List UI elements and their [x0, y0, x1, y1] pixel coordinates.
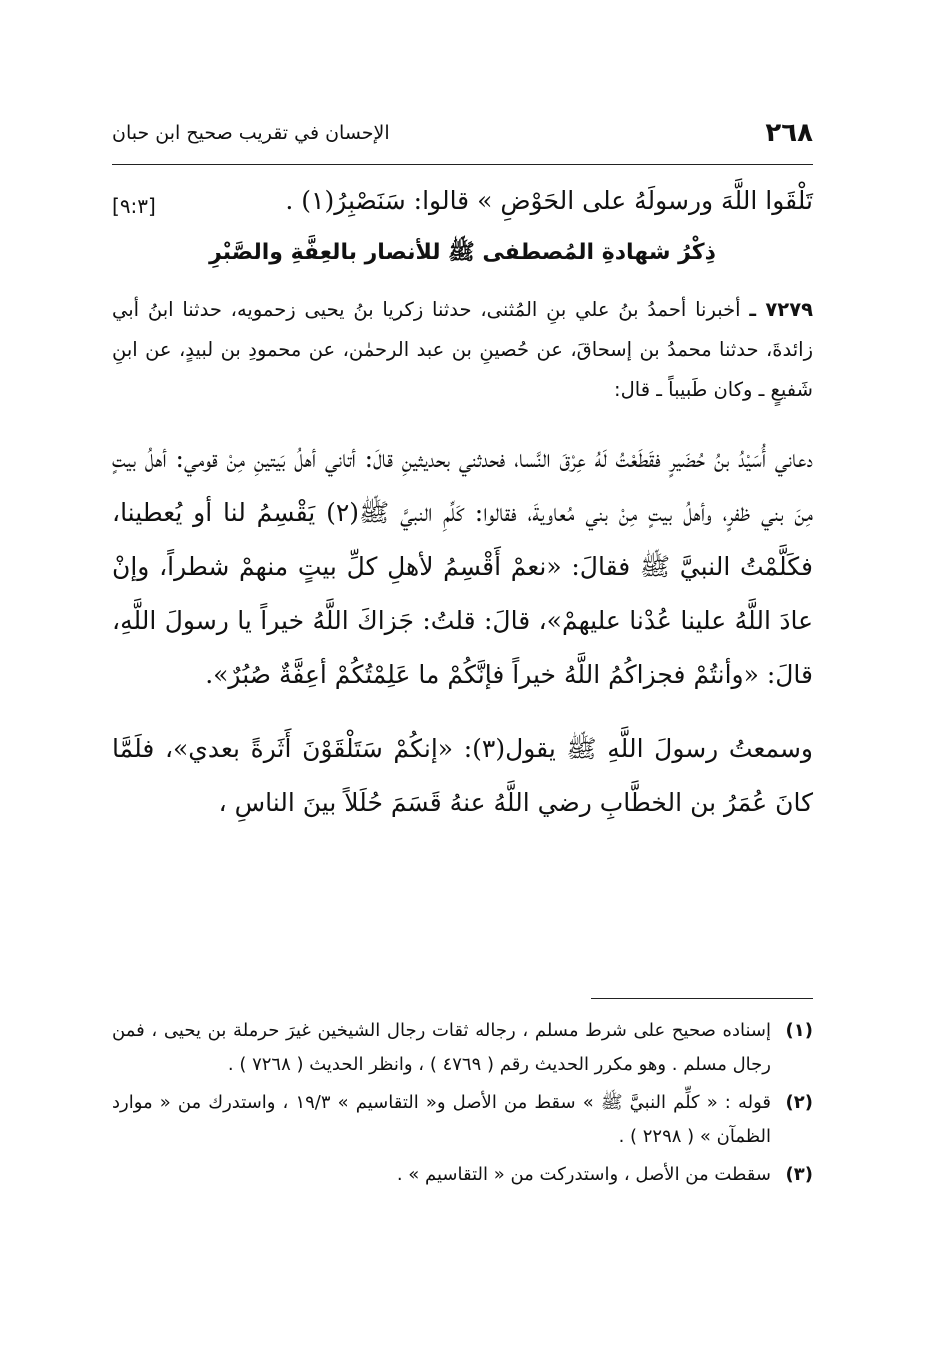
- footnote: [112, 1158, 813, 1192]
- footnote-marker: (٢): [785, 1092, 813, 1113]
- page-header: [112, 118, 813, 160]
- hadith-matn: دعاني أُسَيْدُ بنُ حُضَيرٍ فقَطَعْتُ لَهُ عِرْقَ النَّسا، فحدثني بحديثينِ قالَ: أتاني أهلُ بَيتينِ مِنْ قومي: أهلُ بيتٍ مِنَ بني ظفرٍ، وأهلُ بيتٍ مِنْ بني مُعاويةَ، فقالوا: كَلِّمِ النبيَّ ﷺ(٢) يَقْسِمُ لنا أو يُعطينا، فكَلَّمْتُ النبيَّ ﷺ فقالَ: «نعمْ أَقْسِمُ لأهلِ كلِّ بيتٍ منهمْ شطراً، وإنْ عادَ اللَّهُ علينا عُدْنا عليهمْ»، قالَ: قلتُ: جَزاكَ اللَّهُ خيراً يا رسولَ اللَّهِ، قالَ: «وأنتُمْ فجزاكُمُ اللَّهُ خيراً فإنَّكُمْ ما عَلِمْتُكُمْ أعِفَّةٌ صُبُرٌ».: [112, 444, 813, 689]
- footnote-text: إسناده صحيح على شرط مسلم ، رجاله ثقات رجال الشيخين غيرَ حرملة بن يحيى ، فمن رجال مسلم . وهو مكرر الحديث رقم ( ٤٧٦٩ ) ، وانظر الحديث ( ٧٢٦٨ ) .: [112, 1020, 771, 1075]
- running-title: الإحسان في تقريب صحيح ابن حبان: [112, 122, 390, 144]
- chapter-heading: ذِكْرُ شهادةِ المُصطفى ﷺ للأنصار بالعِفَّةِ والصَّبْرِ: [209, 240, 716, 265]
- main-text: [112, 180, 813, 830]
- hadith-isnad: أخبرنا أحمدُ بنُ علي بنِ المُثنى، حدثنا زكريا بنُ يحيى زحمويه، حدثنا ابنُ أبي زائدةَ، حدثنا محمدُ بن إسحاقَ، عن حُصينِ بن عبد الرحمٰن، عن محمودِ بن لبيدٍ، عن ابنِ شَفيعٍ ـ وكان طَبيباً ـ قال:: [112, 298, 813, 401]
- continuation-line: [112, 180, 813, 230]
- continuation-text: تَلْقَوا اللَّهَ ورسولَهُ على الحَوْضِ » قالوا: سَنَصْبِرُ(١) .: [285, 186, 813, 215]
- footnote-text: سقطت من الأصل ، واستدركت من « التقاسيم » .: [396, 1164, 771, 1185]
- hadith-number: ٧٢٧٩ ـ: [749, 298, 813, 321]
- footnote-text: قوله : « كلِّم النبيَّ ﷺ » سقط من الأصل و« التقاسيم » ١٩/٣ ، واستدرك من « موارد الظمآن » ( ٢٢٩٨ ) .: [112, 1092, 771, 1147]
- hadith-continuation: وسمعتُ رسولَ اللَّهِ ﷺ يقول(٣): «إنكُمْ سَتَلْقَوْنَ أَثَرةً بعدي»، فلَمَّا كانَ عُمَرُ بن الخطَّابِ رضي اللَّهُ عنهُ قَسَمَ حُلَلاً بينَ الناسِ ،: [112, 734, 813, 817]
- footnote-rule: [591, 998, 813, 999]
- hadith-isnad-block: [112, 290, 813, 410]
- reference-number: [٩:٣]: [112, 194, 156, 218]
- footnote-marker: (١): [785, 1020, 813, 1041]
- page-number: ٢٦٨: [765, 118, 813, 148]
- footnote: [112, 1086, 813, 1154]
- header-rule: [112, 164, 813, 165]
- footnote: [112, 1014, 813, 1082]
- footnote-marker: (٣): [785, 1164, 813, 1185]
- footnotes: [112, 1014, 813, 1196]
